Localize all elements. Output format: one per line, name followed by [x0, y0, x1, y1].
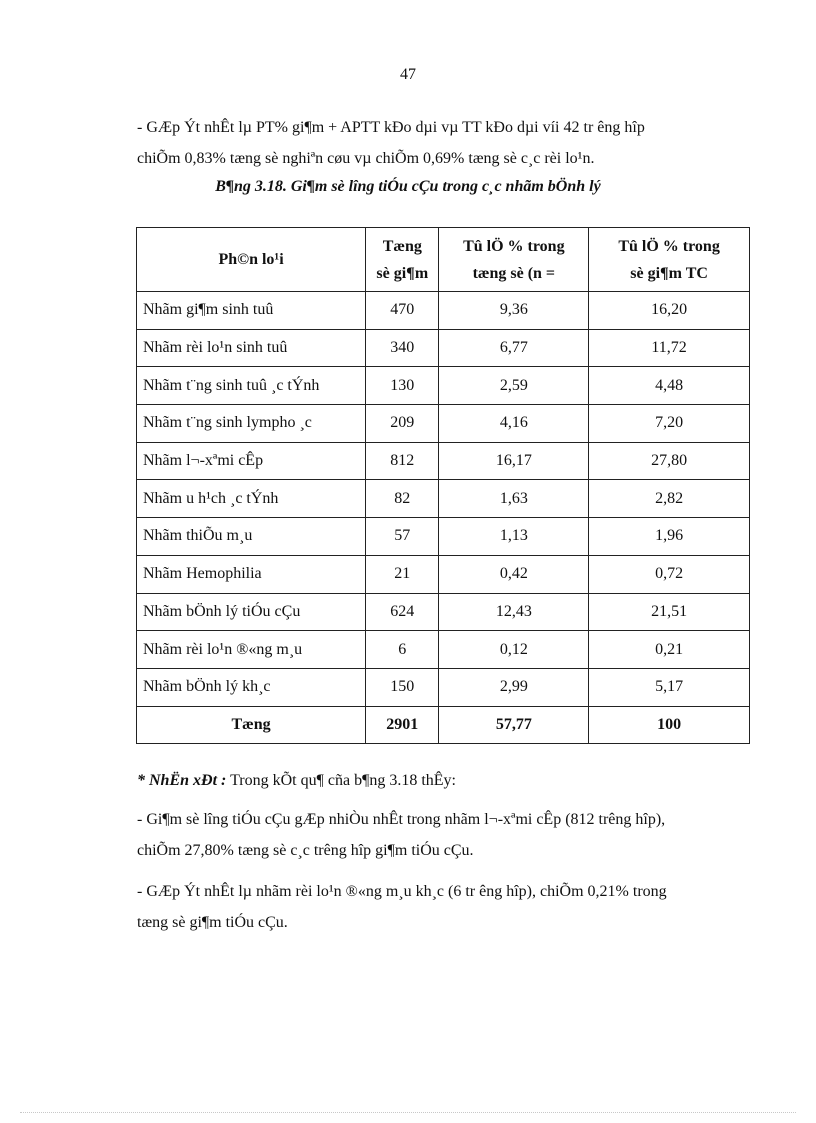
row-pct-tc: 16,20 — [589, 292, 750, 330]
row-pct-all: 0,42 — [439, 555, 589, 593]
table-row — [137, 518, 750, 556]
row-pct-all: 1,63 — [439, 480, 589, 518]
row-pct-all: 2,59 — [439, 367, 589, 405]
table-total-row — [137, 706, 750, 744]
row-pct-all: 2,99 — [439, 668, 589, 706]
page-bottom-divider — [20, 1112, 796, 1113]
row-total: 82 — [366, 480, 439, 518]
data-table — [136, 227, 750, 744]
row-label: Nhãm gi¶m sinh tuû — [137, 292, 366, 330]
row-pct-all: 16,17 — [439, 442, 589, 480]
remarks-heading — [137, 765, 757, 796]
total-label: Tæng — [137, 706, 366, 744]
remarks-label: * NhËn xÐt : — [137, 772, 227, 789]
total-pct-all: 57,77 — [439, 706, 589, 744]
row-label: Nhãm u h¹ch ¸c tÝnh — [137, 480, 366, 518]
row-pct-tc: 27,80 — [589, 442, 750, 480]
row-label: Nhãm l¬-xªmi cÊp — [137, 442, 366, 480]
remarks-paragraph-1 — [137, 804, 757, 866]
row-pct-tc: 1,96 — [589, 518, 750, 556]
table-caption: B¶ng 3.18. Gi¶m sè lîng tiÓu cÇu trong c¸c nhãm bÖnh lý — [215, 178, 601, 195]
row-label: Nhãm rèi lo¹n ®«ng m¸u — [137, 631, 366, 669]
table-row — [137, 442, 750, 480]
remarks-paragraph-2 — [137, 876, 757, 938]
row-total: 150 — [366, 668, 439, 706]
table-row — [137, 480, 750, 518]
header-classification: Ph©n lo¹i — [137, 228, 366, 292]
row-total: 130 — [366, 367, 439, 405]
page-number: 47 — [400, 66, 416, 83]
row-pct-tc: 0,72 — [589, 555, 750, 593]
table-row — [137, 405, 750, 443]
header-pct-tc: Tû lÖ % trong sè gi¶m TC — [589, 228, 750, 292]
row-label: Nhãm t¨ng sinh tuû ¸c tÝnh — [137, 367, 366, 405]
remarks-lead: Trong kÕt qu¶ cña b¶ng 3.18 thÊy: — [226, 772, 456, 789]
row-pct-all: 4,16 — [439, 405, 589, 443]
row-pct-tc: 0,21 — [589, 631, 750, 669]
row-total: 624 — [366, 593, 439, 631]
row-pct-tc: 5,17 — [589, 668, 750, 706]
row-pct-tc: 21,51 — [589, 593, 750, 631]
row-pct-all: 12,43 — [439, 593, 589, 631]
header-pct-all: Tû lÖ % trong tæng sè (n = — [439, 228, 589, 292]
row-pct-tc: 7,20 — [589, 405, 750, 443]
remarks-2-line-2: tæng sè gi¶m tiÓu cÇu. — [137, 914, 288, 931]
intro-line-1: - GÆp Ýt nhÊt lµ PT% gi¶m + APTT kÐo dµi vµ TT kÐo dµi víi 42 tr êng hîp — [137, 119, 645, 136]
row-total: 470 — [366, 292, 439, 330]
intro-line-2: chiÕm 0,83% tæng sè nghiªn cøu vµ chiÕm 0,69% tæng sè c¸c rèi lo¹n. — [137, 150, 595, 167]
row-label: Nhãm bÖnh lý tiÓu cÇu — [137, 593, 366, 631]
remarks-2-line-1: - GÆp Ýt nhÊt lµ nhãm rèi lo¹n ®«ng m¸u kh¸c (6 tr êng hîp), chiÕm 0,21% trong — [137, 883, 667, 900]
row-pct-tc: 2,82 — [589, 480, 750, 518]
table-row — [137, 593, 750, 631]
row-pct-tc: 4,48 — [589, 367, 750, 405]
table-row — [137, 292, 750, 330]
row-pct-all: 6,77 — [439, 329, 589, 367]
row-pct-all: 1,13 — [439, 518, 589, 556]
header-total: Tæng sè gi¶m — [366, 228, 439, 292]
row-label: Nhãm thiÕu m¸u — [137, 518, 366, 556]
row-pct-all: 0,12 — [439, 631, 589, 669]
table-row — [137, 329, 750, 367]
table-row — [137, 555, 750, 593]
row-total: 209 — [366, 405, 439, 443]
row-total: 812 — [366, 442, 439, 480]
row-label: Nhãm rèi lo¹n sinh tuû — [137, 329, 366, 367]
table-row — [137, 631, 750, 669]
row-pct-all: 9,36 — [439, 292, 589, 330]
row-total: 21 — [366, 555, 439, 593]
row-pct-tc: 11,72 — [589, 329, 750, 367]
remarks-1-line-1: - Gi¶m sè lîng tiÓu cÇu gÆp nhiÒu nhÊt trong nhãm l¬-xªmi cÊp (812 trêng hîp), — [137, 811, 666, 828]
row-total: 6 — [366, 631, 439, 669]
remarks-1-line-2: chiÕm 27,80% tæng sè c¸c trêng hîp gi¶m tiÓu cÇu. — [137, 842, 474, 859]
row-total: 340 — [366, 329, 439, 367]
row-label: Nhãm Hemophilia — [137, 555, 366, 593]
row-label: Nhãm bÖnh lý kh¸c — [137, 668, 366, 706]
total-count: 2901 — [366, 706, 439, 744]
row-label: Nhãm t¨ng sinh lympho ¸c — [137, 405, 366, 443]
intro-paragraph — [137, 112, 757, 174]
table-header-row — [137, 228, 750, 292]
total-pct-tc: 100 — [589, 706, 750, 744]
table-row — [137, 367, 750, 405]
row-total: 57 — [366, 518, 439, 556]
table-row — [137, 668, 750, 706]
